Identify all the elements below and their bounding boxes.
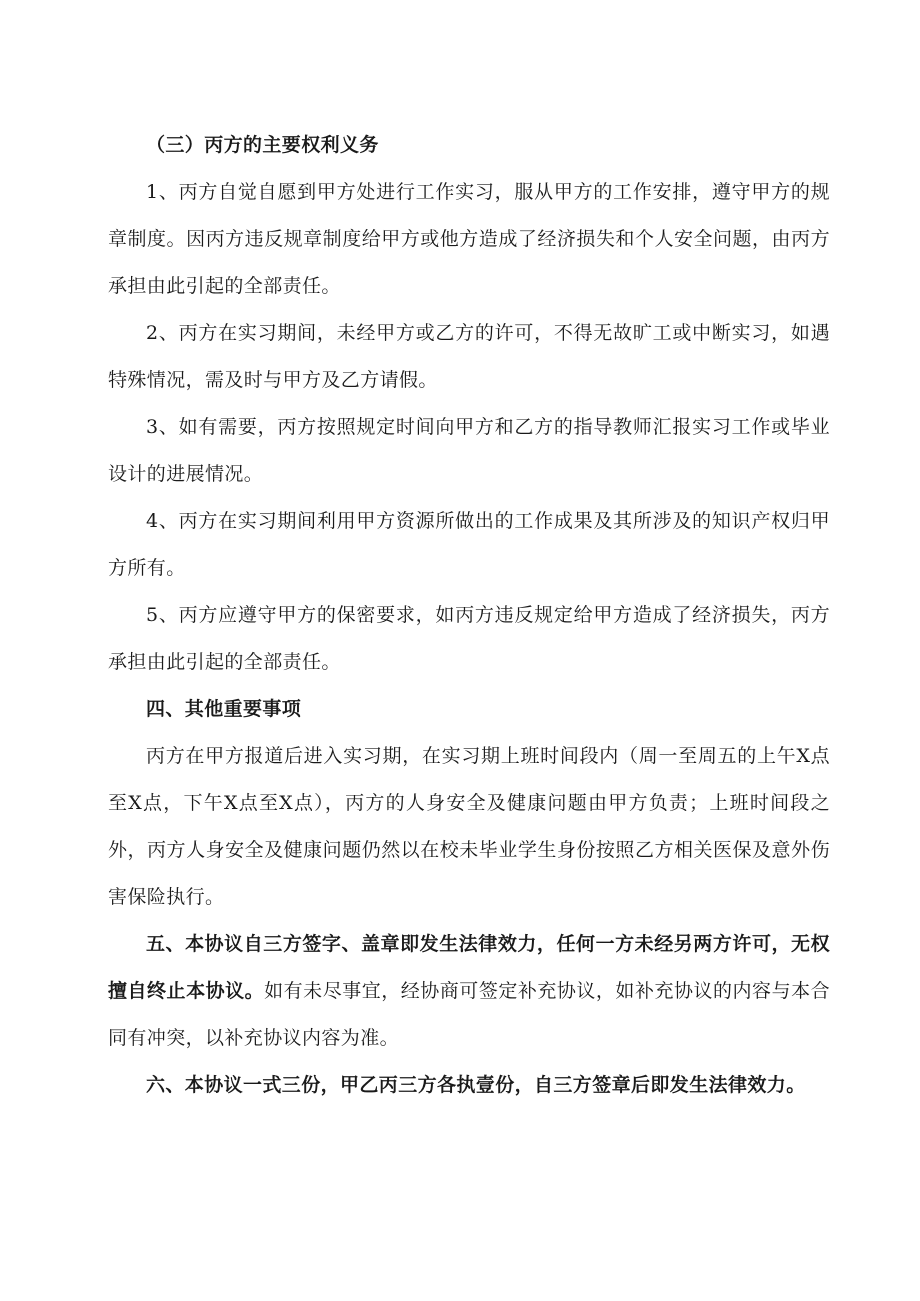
clause-4: 4、丙方在实习期间利用甲方资源所做出的工作成果及其所涉及的知识产权归甲方所有。 — [108, 510, 830, 579]
section-5-bold-text: 五、本协议自三方签字、盖章即发生法律效力，任何一方未经另两方许可，无权擅自终止本协议。 — [108, 933, 830, 1002]
section-heading-party-c-rights: （三）丙方的主要权利义务 — [146, 134, 379, 156]
clause-5: 5、丙方应遵守甲方的保密要求，如丙方违反规定给甲方造成了经济损失，丙方承担由此引起的全部责任。 — [108, 604, 830, 673]
clause-1: 1、丙方自觉自愿到甲方处进行工作实习，服从甲方的工作安排，遵守甲方的规章制度。因丙方违反规章制度给甲方或他方造成了经济损失和个人安全问题，由丙方承担由此引起的全部责任。 — [108, 181, 830, 297]
clause-3: 3、如有需要，丙方按照规定时间向甲方和乙方的指导教师汇报实习工作或毕业设计的进展情况。 — [108, 416, 830, 485]
document-body — [108, 122, 830, 1109]
section-4-body: 丙方在甲方报道后进入实习期，在实习期上班时间段内（周一至周五的上午X点至X点，下午X点至X点），丙方的人身安全及健康问题由甲方负责；上班时间段之外，丙方人身安全及健康问题仍然以在校未毕业学生身份按照乙方相关医保及意外伤害保险执行。 — [108, 745, 830, 908]
section-heading-other-matters: 四、其他重要事项 — [146, 698, 302, 720]
section-6: 六、本协议一式三份，甲乙丙三方各执壹份，自三方签章后即发生法律效力。 — [146, 1074, 806, 1096]
section-5-text: 如有未尽事宜，经协商可签定补充协议，如补充协议的内容与本合同有冲突，以补充协议内容为准。 — [108, 980, 830, 1049]
section-5 — [108, 921, 830, 1062]
clause-2: 2、丙方在实习期间，未经甲方或乙方的许可，不得无故旷工或中断实习，如遇特殊情况，需及时与甲方及乙方请假。 — [108, 322, 830, 391]
